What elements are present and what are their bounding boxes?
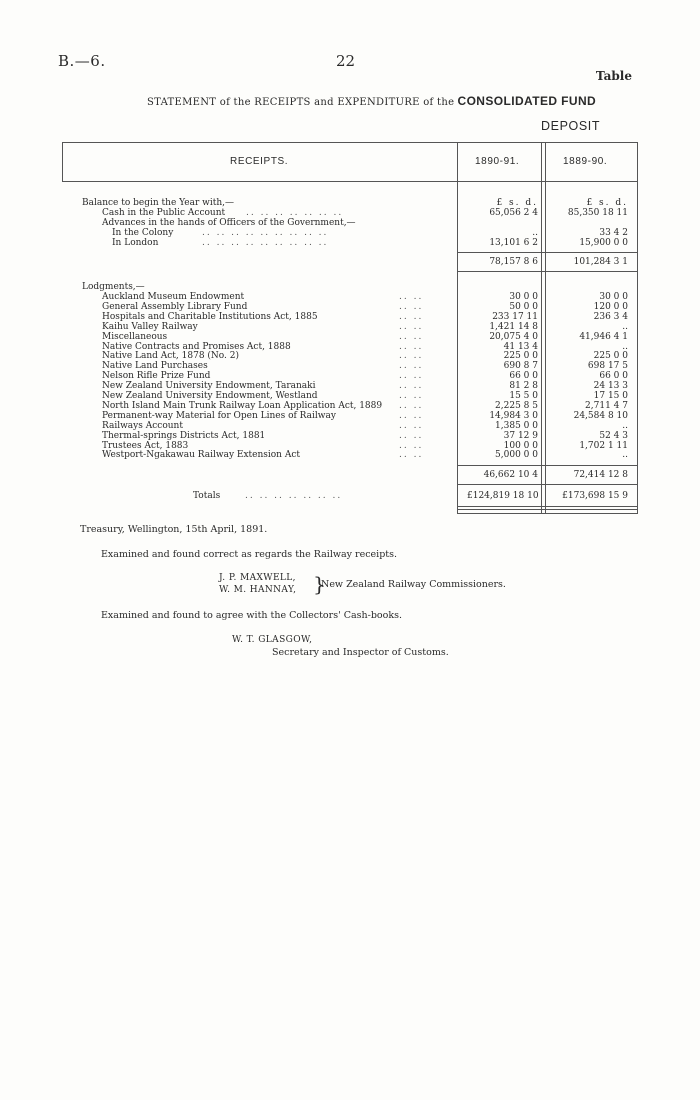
dot-leader: .. .. [399,400,424,411]
london-row [62,238,638,248]
dot-leader: .. .. [399,410,424,421]
lodgment-1889: 66 0 0 [599,371,628,382]
dot-leader: .. .. [399,301,424,312]
colony-1889: 33 4 2 [599,228,628,238]
units-1889: £ s. d. [586,198,628,208]
advances-heading-label: Advances in the hands of Officers of the Government,— [102,218,356,228]
colony-1890: .. [532,228,538,238]
lodgment-label: Native Contracts and Promises Act, 1888 [102,341,291,352]
lodgment-1890: 37 12 9 [503,430,538,441]
dot-leader: .. .. [399,321,424,332]
dot-leader: .. .. [399,391,424,401]
lodgment-label: General Assembly Library Fund [102,301,248,312]
header-receipts: RECEIPTS. [230,156,289,167]
commissioner-1: J. P. MAXWELL, [219,573,296,583]
lodgment-row [62,441,638,451]
balance-total-1890: 78,157 8 6 [489,257,538,267]
lodgment-row [62,421,638,431]
lodgment-1890: 690 8 7 [503,361,538,372]
dot-leader: .. .. [399,450,424,461]
lodgment-1889: 2,711 4 7 [585,400,628,411]
lodgment-1890: 50 0 0 [509,301,538,312]
subtotal-rule [457,465,638,466]
statement-title-text: STATEMENT of the RECEIPTS and EXPENDITURE of the [147,97,455,108]
glasgow-title: Secretary and Inspector of Customs. [272,647,449,658]
colony-label: In the Colony [112,228,174,238]
london-1890: 13,101 6 2 [489,238,538,248]
lodgment-1889: 1,702 1 11 [579,440,628,451]
statement-title-bold: CONSOLIDATED FUND [457,94,597,108]
subtotal-rule [457,271,638,272]
lodgment-1890: 225 0 0 [503,351,538,362]
table-rule-left [62,142,63,181]
balance-heading-label: Balance to begin the Year with,— [82,198,234,208]
subtotal-rule [457,252,638,253]
lodgments-total-row [62,470,638,480]
lodgment-1889: 52 4 3 [599,430,628,441]
lodgment-label: New Zealand University Endowment, Westland [102,391,318,401]
lodgment-1889: 41,946 4 1 [579,331,628,342]
lodgment-row [62,342,638,352]
colony-row [62,228,638,238]
totals-label: Totals [193,491,221,501]
lodgment-1889: 698 17 5 [587,361,628,372]
lodgment-row [62,302,638,312]
table-rule-bottom [457,513,638,514]
lodgment-1890: 1,385 0 0 [495,420,538,431]
balance-heading [62,198,638,208]
lodgment-label: Native Land Purchases [102,361,208,372]
page-number: 22 [336,52,356,70]
london-label: In London [112,238,159,248]
lodgment-1890: 100 0 0 [503,440,538,451]
balance-total-row [62,257,638,267]
examined-railway: Examined and found correct as regards the Railway receipts. [101,549,397,560]
dot-leader: .. .. [399,381,424,392]
lodgments-heading-label: Lodgments,— [82,282,145,292]
lodgment-1890: 233 17 11 [492,311,538,322]
cash-label: Cash in the Public Account [102,208,226,218]
lodgment-label: Railways Account [102,420,183,431]
total-double-rule [457,509,638,510]
lodgment-row [62,371,638,381]
lodgment-1890: 5,000 0 0 [495,450,538,461]
table-label: Table [595,69,632,83]
cash-row [62,208,638,218]
lodgment-1890: 81 2 8 [509,381,538,392]
lodgment-1890: 66 0 0 [509,371,538,382]
lodgment-label: Miscellaneous [102,331,168,342]
lodgment-label: Kaihu Valley Railway [102,321,198,332]
examined-collectors: Examined and found to agree with the Collectors' Cash-books. [101,610,403,621]
lodgment-1890: 1,421 14 8 [489,321,538,332]
lodgment-row [62,292,638,302]
header-1890-91: 1890-91. [475,156,520,167]
lodgment-label: Nelson Rifle Prize Fund [102,371,211,382]
lodgment-1890: 41 13 4 [503,341,538,352]
lodgment-label: Hospitals and Charitable Institutions Act, 1885 [102,311,318,322]
totals-1890: £124,819 18 10 [467,491,539,501]
header-1889-90: 1889-90. [563,156,608,167]
balance-total-1889: 101,284 3 1 [573,257,628,267]
table-rule-header [62,181,638,182]
deposit-subtitle: DEPOSIT [541,119,601,133]
brace: } [313,572,326,596]
lodgments-total-1890: 46,662 10 4 [483,470,538,480]
london-1889: 15,900 0 0 [579,238,628,248]
lodgments-heading [62,282,638,292]
lodgment-row [62,361,638,371]
lodgment-1890: 14,984 3 0 [489,410,538,421]
page-reference: B.—6. [58,52,106,70]
dot-leader: .. .. [399,430,424,441]
lodgment-row [62,401,638,411]
glasgow-name: W. T. GLASGOW, [232,635,313,645]
lodgment-row [62,322,638,332]
lodgment-label: North Island Main Trunk Railway Loan Application Act, 1889 [102,400,383,411]
dot-leader: .. .. .. .. .. .. .. .. .. [202,238,329,248]
lodgment-1889: 225 0 0 [593,351,628,362]
subtotal-rule [457,484,638,485]
total-double-rule [457,506,638,507]
lodgment-label: Thermal-springs Districts Act, 1881 [102,430,266,441]
lodgment-label: Permanent-way Material for Open Lines of Railway [102,410,336,421]
lodgment-1889: .. [622,450,628,461]
dot-leader: .. .. [399,292,424,302]
lodgment-1889: 17 15 0 [593,391,628,401]
receipts-table [62,142,638,514]
lodgment-label: Trustees Act, 1883 [102,440,189,451]
dot-leader: .. .. .. .. .. .. .. .. .. [202,228,329,238]
dot-leader: .. .. [399,420,424,431]
lodgment-row [62,391,638,401]
dot-leader: .. .. .. .. .. .. .. [245,491,343,501]
lodgment-1889: 24 13 3 [593,381,628,392]
lodgment-1889: 120 0 0 [593,301,628,312]
lodgment-1889: 236 3 4 [593,311,628,322]
table-rule-top [62,142,638,143]
lodgment-1890: 15 5 0 [509,391,538,401]
dot-leader: .. .. [399,371,424,382]
dot-leader: .. .. [399,440,424,451]
lodgment-row [62,312,638,322]
dot-leader: .. .. [399,341,424,352]
lodgment-label: Westport-Ngakawau Railway Extension Act [102,450,300,461]
lodgment-row [62,450,638,460]
dot-leader: .. .. [399,331,424,342]
lodgment-label: Native Land Act, 1878 (No. 2) [102,351,240,362]
lodgment-label: Auckland Museum Endowment [102,292,245,302]
dot-leader: .. .. [399,361,424,372]
lodgment-row [62,431,638,441]
dot-leader: .. .. .. .. .. .. .. [246,208,344,218]
commissioner-2: W. M. HANNAY, [219,585,297,595]
lodgment-1890: 30 0 0 [509,292,538,302]
dot-leader: .. .. [399,351,424,362]
cash-1890: 65,056 2 4 [489,208,538,218]
treasury-date: Treasury, Wellington, 15th April, 1891. [80,524,268,535]
totals-1889: £173,698 15 9 [562,491,628,501]
lodgments-total-1889: 72,414 12 8 [573,470,628,480]
lodgment-1889: .. [622,341,628,352]
lodgment-row [62,411,638,421]
cash-1889: 85,350 18 11 [567,208,628,218]
dot-leader: .. .. [399,311,424,322]
advances-heading [62,218,638,228]
units-1890: £ s. d. [496,198,538,208]
lodgment-1889: .. [622,420,628,431]
lodgment-1889: 30 0 0 [599,292,628,302]
lodgment-row [62,332,638,342]
totals-row [62,491,638,501]
lodgment-label: New Zealand University Endowment, Taranaki [102,381,316,392]
commissioners-title: New Zealand Railway Commissioners. [321,579,506,590]
lodgment-row [62,351,638,361]
lodgment-1890: 20,075 4 0 [489,331,538,342]
lodgment-1889: 24,584 8 10 [573,410,628,421]
lodgment-1890: 2,225 8 5 [495,400,538,411]
lodgment-1889: .. [622,321,628,332]
statement-title [147,94,596,108]
lodgment-row [62,381,638,391]
